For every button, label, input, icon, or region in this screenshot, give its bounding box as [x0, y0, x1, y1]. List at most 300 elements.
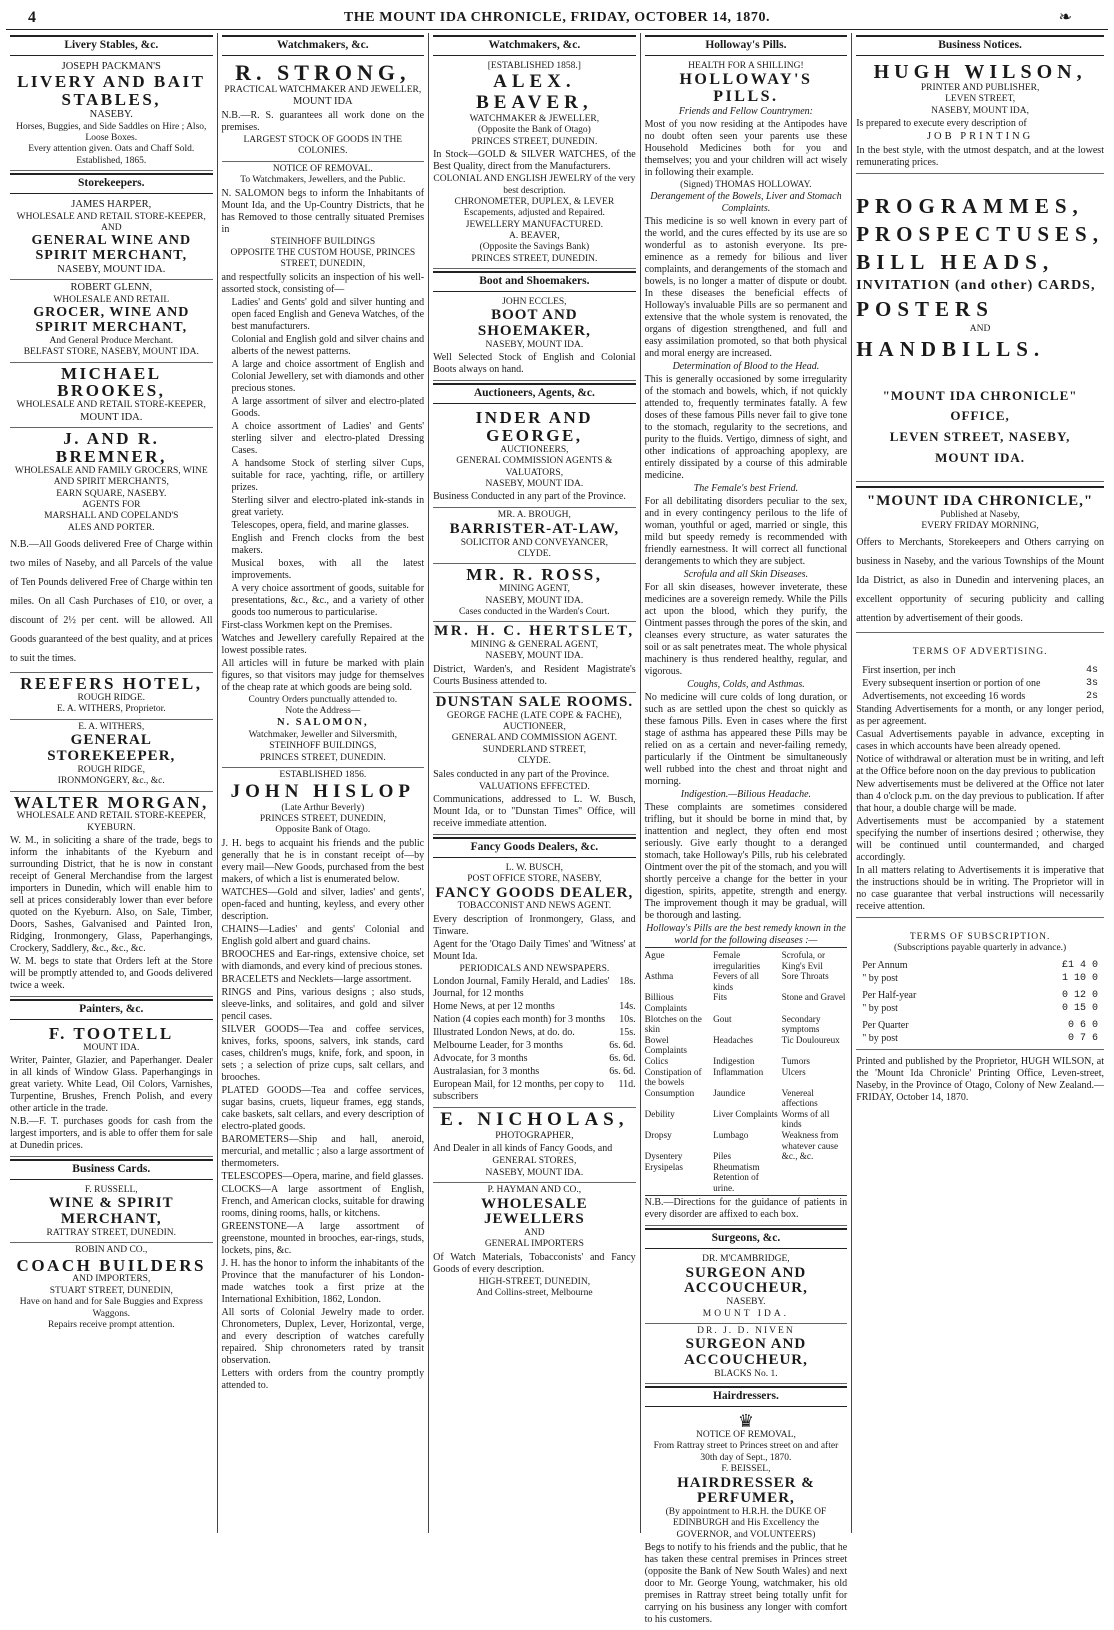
ad-name: JOHN ECCLES,	[502, 297, 567, 308]
disease-cell: Bowel Complaints	[644, 1034, 688, 1056]
ad-line: Established, 1865.	[76, 155, 147, 166]
list-item: BRACELETS and Necklets—large assortment.	[221, 973, 412, 985]
ad-line: NASEBY, MOUNT IDA.	[485, 595, 584, 606]
ad-line: NASEBY, MOUNT IDA.	[485, 651, 584, 662]
price-label: Advocate, for 3 months	[433, 1053, 528, 1065]
ornament-icon: ❧	[1058, 8, 1072, 26]
job-item: HANDBILLS.	[856, 337, 1046, 362]
ad-title: E. NICHOLAS,	[440, 1109, 629, 1131]
disease-cell: Rheumatism	[713, 1161, 760, 1172]
ad-place: MOUNT IDA	[293, 96, 353, 108]
ad-line: IRONMONGERY, &c., &c.	[57, 776, 165, 787]
price-row	[433, 1001, 636, 1013]
ad-body: For all skin diseases, however inveterate, these medicines are a sovereign remedy. While the Pills act upon the blood, which they purify, the Ointment passes through the pores of the skin, and cleanses every structure, as water saturates the soil or as salt penetrates meat. The whole physical machinery is thus rendered healthy, regular, and vigorous.	[644, 582, 848, 678]
ad-title: LIVERY AND BAIT STABLES,	[17, 72, 206, 110]
ad-line: Opposite Bank of Otago.	[275, 825, 371, 836]
ad-body: W. M. begs to state that Orders left at the Store will be promptly attended to, and Goods delivered twice a week.	[10, 956, 213, 992]
office-block	[856, 378, 1104, 482]
ad-wilson	[856, 59, 1104, 174]
job-item: POSTERS	[856, 297, 994, 322]
ad-body: All sorts of Colonial Jewelry made to order. Chronometers, Duplex, Lever, Horizontal, verge, and every description of watches carefully repaired. Ship chronometers rated by transit observation.	[221, 1306, 425, 1366]
price-value: 15s.	[619, 1027, 636, 1039]
price-label: Australasian, for 3 months	[433, 1066, 540, 1078]
ad-line: JOB PRINTING	[926, 130, 1034, 142]
rate-value: 3s	[1085, 677, 1098, 689]
list-item: Colonial and English gold and silver chains and alberts of the newest patterns.	[231, 333, 425, 357]
office-line: OFFICE,	[950, 408, 1010, 424]
ad-line: VALUATIONS EFFECTED.	[479, 781, 590, 792]
ad-body: Advertisements must be accompanied by a statement specifying the number of insertions desired ; otherwise, they will be continued until countermanded, and charged accordingly.	[856, 815, 1104, 863]
subhead: Coughs, Colds, and Asthmas.	[687, 679, 805, 691]
rate-label: Per Half-year	[862, 990, 917, 1002]
disease-cell: &c., &c.	[781, 1151, 814, 1162]
job-item: BILL HEADS,	[856, 250, 1055, 275]
rate-value: 1 10 0	[1061, 973, 1098, 985]
ad-line: COLONIAL AND ENGLISH JEWELRY of the very best description.	[433, 174, 636, 196]
disease-cell: Tumors	[781, 1055, 810, 1066]
ad-line: (Opposite the Bank of Otago)	[477, 125, 591, 136]
ad-body: In Stock—GOLD & SILVER WATCHES, of the Best Quality, direct from the Manufacturers.	[433, 149, 636, 173]
ad-name: JOSEPH PACKMAN'S	[61, 60, 161, 72]
ad-body: This medicine is so well known in every part of the world, and the cures effected by its use are so wonderful as to astonish everyone. Its pre-eminence as a remedy for bilious and liver complaints, and derangements of the stomach and bowels, is no longer a matter of dispute or doubt. In these diseases the beneficial effects of Holloway's invaluable Pills are so permanent and extensive that the whole system is renovated, the organs of digestion strengthened, and full and easy assimilation promoted, so that both physical and moral energy are increased.	[644, 216, 848, 360]
ad-body: This is generally occasioned by some irregularity of the stomach and bowels, which, if not quickly attended to, frequently terminates fatally. A few doses of these famous Pills never fail to give tone to the stomach, regularity to the secretions, and purity to the fluids. Vertigo, dimness of sight, and other indications of approaching apoplexy, are entirely dissipated by a course of this admirable medicine.	[644, 374, 848, 482]
ad-title: MICHAEL BROOKES,	[57, 363, 166, 401]
ad-inder	[433, 407, 636, 508]
ad-line: PRINCES STREET, DUNEDIN.	[471, 136, 598, 147]
disease-cell: Asthma	[644, 971, 674, 982]
list-item: Musical boxes, with all the latest improvements.	[231, 557, 425, 581]
ad-place: CLYDE.	[517, 548, 551, 559]
ad-body: In all matters relating to Advertisements it is imperative that the instructions should be in writing. The Proprietor will in no case guarantee that verbal instructions will necessarily receive attention.	[856, 864, 1104, 912]
ad-notice: NOTICE OF REMOVAL,	[695, 1430, 796, 1441]
subhead: Friends and Fellow Countrymen:	[678, 105, 813, 117]
list-item: A choice assortment of Ladies' and Gents' sterling silver and electro-plated Dressing Cases.	[231, 420, 425, 456]
ad-glenn	[10, 280, 213, 362]
ad-place: NASEBY, MOUNT IDA.	[485, 339, 584, 350]
ad-body: First-class Workmen kept on the Premises.	[221, 619, 393, 631]
ad-line: Horses, Buggies, and Side Saddles on Hire ; Also, Loose Boxes.	[16, 121, 207, 144]
section-heading: Boot and Shoemakers.	[433, 271, 636, 292]
ad-line: HEALTH FOR A SHILLING!	[688, 60, 804, 71]
ad-body: N. SALOMON begs to inform the Inhabitants of Mount Ida, and the Up-Country Districts, that he has Removed to those centrally situated Premises in	[221, 187, 425, 235]
ad-packman	[10, 59, 213, 171]
ad-line: PRINCES STREET, DUNEDIN.	[259, 752, 386, 763]
disease-cell: Ulcers	[781, 1066, 806, 1077]
ad-line: (By appointment to H.R.H. the DUKE OF EDINBURGH and His Excellency the GOVERNOR, and VOLUNTEERS)	[665, 1507, 827, 1540]
rate-label: " by post	[862, 1033, 898, 1045]
ad-line: GENERAL COMMISSION AGENTS & VALUATORS,	[456, 456, 613, 478]
column-2	[217, 33, 429, 1533]
price-value: 18s.	[619, 976, 636, 988]
masthead	[6, 8, 1108, 30]
ad-body: Writer, Painter, Glazier, and Paperhanger. Dealer in all kinds of Window Glass. Paperhangings in great variety. White Lead, Oil Colors, Varnishes, Turpentine, Brushes, French Polish, and every other article in the trade.	[10, 1055, 213, 1115]
ad-body: Sales conducted in any part of the Province.	[433, 768, 610, 780]
disease-cell: Stone and Gravel	[781, 992, 846, 1003]
imprint: Printed and published by the Proprietor, HUGH WILSON, at the 'Mount Ida Chronicle' Printing Office, Leven-street, Naseby, in the Province of Otago, Colony of New Zealand.—FRIDAY, October 14, 1870.	[856, 1056, 1104, 1104]
rate-label: First insertion, per inch	[862, 664, 956, 676]
ad-notice: NOTICE OF REMOVAL.	[272, 163, 373, 174]
section-heading: Fancy Goods Dealers, &c.	[433, 837, 636, 858]
ad-line: LEVEN STREET,	[945, 94, 1016, 105]
disease-cell: Ague	[644, 950, 665, 961]
disease-cell: Gout	[713, 1013, 732, 1024]
price-row	[433, 1053, 636, 1065]
ad-name: L. W. BUSCH,	[505, 862, 563, 873]
disease-cell: Weakness from whatever cause	[781, 1130, 839, 1151]
price-label: Home News, at per 12 months	[433, 1001, 555, 1013]
job-item: PROSPECTUSES,	[856, 221, 1104, 246]
ad-body: and respectfully solicits an inspection of his well-assorted stock, consisting of—	[221, 271, 425, 295]
ad-line: From Rattray street to Princes street on and after 30th day of Sept., 1870.	[653, 1441, 839, 1463]
price-row	[433, 1040, 636, 1052]
job-list	[856, 174, 1104, 378]
ad-body: In the best style, with the utmost despatch, and at the lowest remunerating prices.	[856, 144, 1104, 168]
disease-cell	[782, 1172, 848, 1193]
ad-line: Every attention given. Oats and Chaff Sold.	[28, 144, 195, 155]
ad-title: F. TOOTELL	[48, 1023, 174, 1043]
ad-title: ALEX. BEAVER,	[476, 71, 593, 114]
ad-title: COACH BUILDERS	[16, 1255, 206, 1275]
ad-title: WHOLESALE JEWELLERS	[481, 1195, 588, 1228]
ad-body: Every description of Ironmongery, Glass, and Tinware.	[433, 913, 636, 937]
disease-cell: Retention of urine.	[713, 1172, 759, 1193]
disease-cell: Fits	[713, 992, 727, 1003]
disease-cell: Fevers of all kinds	[713, 971, 760, 992]
ad-body: Standing Advertisements for a month, or any longer period, as per agreement.	[856, 703, 1104, 727]
ad-body: No medicine will cure colds of long duration, or such as are settled upon the chest so quickly as these famous Pills. Even in cases where the first stage of asthma has appeared these Pills may be relied on as a certain and never-failing remedy, particularly if the Ointment be simultaneously well rubbed into the chest and throat night and morning.	[644, 692, 848, 788]
office-line: MOUNT IDA.	[935, 449, 1026, 465]
chronicle-notice	[856, 492, 1104, 634]
ad-body: Casual Advertisements payable in advance, excepting in cases in which accounts have been already opened.	[856, 728, 1104, 752]
section-heading: Watchmakers, &c.	[433, 35, 636, 56]
ad-line: PERIODICALS AND NEWSPAPERS.	[459, 963, 610, 974]
section-heading: Holloway's Pills.	[645, 35, 848, 56]
page-title: THE MOUNT IDA CHRONICLE, FRIDAY, OCTOBER 14, 1870.	[343, 10, 771, 26]
ad-title: SURGEON AND ACCOUCHEUR,	[683, 1264, 808, 1297]
rate-row	[856, 665, 1104, 677]
ad-place: NASEBY.	[89, 109, 133, 121]
ad-line: ESTABLISHED 1856.	[279, 770, 367, 781]
ad-body: Is prepared to execute every description of	[856, 117, 1027, 129]
ad-title: "MOUNT IDA CHRONICLE,"	[866, 492, 1094, 509]
ad-body: Notice of withdrawal or alteration must be in writing, and left at the Office before noon on the day previous to publication	[856, 753, 1104, 777]
terms-heading: TERMS OF ADVERTISING.	[912, 647, 1048, 658]
ad-body: Agent for the 'Otago Daily Times' and 'Witness' at Mount Ida.	[433, 938, 636, 962]
ad-line: Country Orders punctually attended to.	[248, 694, 398, 705]
list-item: Sterling silver and electro-plated ink-stands in great variety.	[231, 494, 425, 518]
ad-name: JAMES HARPER,	[71, 199, 152, 211]
disease-cell: Venereal affections	[781, 1087, 818, 1109]
disease-cell: Piles	[713, 1151, 732, 1162]
disease-cell: Indigestion	[713, 1055, 755, 1066]
ad-russell	[10, 1183, 213, 1243]
price-row	[433, 1079, 636, 1103]
ad-line: SUNDERLAND STREET,	[482, 744, 586, 755]
ad-body: District, Warden's, and Resident Magistrate's Courts Business attended to.	[433, 663, 636, 687]
column-4	[640, 33, 852, 1626]
ad-name: F. BEISSEL,	[721, 1464, 771, 1475]
ad-place: KYEBURN.	[87, 822, 136, 833]
ad-title: FANCY GOODS DEALER,	[435, 884, 634, 901]
ad-body: And Dealer in all kinds of Fancy Goods, and	[433, 1143, 613, 1155]
ad-line: Repairs receive prompt attention.	[47, 1320, 175, 1331]
price-value: 6s. 6d.	[609, 1053, 636, 1065]
subhead: Indigestion.—Bilious Headache.	[680, 789, 812, 801]
ad-title: WINE & SPIRIT MERCHANT,	[48, 1195, 174, 1228]
ad-line: E. A. WITHERS, Proprietor.	[56, 704, 166, 715]
ad-body: N.B.—R. S. guarantees all work done on the premises.	[221, 109, 425, 133]
disease-cell: Consumption	[644, 1087, 695, 1098]
section-heading: Storekeepers.	[10, 173, 213, 194]
ad-robin	[10, 1243, 213, 1334]
ad-title: BOOT AND SHOEMAKER,	[477, 307, 591, 340]
ad-title: R. STRONG,	[235, 59, 411, 85]
ad-line: And Collins-street, Melbourne	[476, 1288, 593, 1299]
ad-line: GENERAL AND COMMISSION AGENT.	[451, 733, 617, 744]
royal-crest-icon: ♛	[737, 1411, 754, 1432]
ad-body: N.B.—All Goods delivered Free of Charge within two miles of Naseby, and all Parcels of the value of Ten Pounds delivered Free of Charge within ten miles. On all Cash Purchases of £10, or over, a discount of 2½ per cent. will be allowed. All Goods guaranteed of the best quality, and at prices to suit the times.	[10, 539, 213, 665]
ad-line: JEWELLERY MANUFACTURED.	[465, 219, 603, 230]
ad-hislop	[222, 768, 425, 1395]
disease-cell: Billious Complaints	[644, 992, 688, 1014]
ad-line: Published at Naseby,	[940, 509, 1020, 520]
columns	[6, 33, 1108, 1626]
ad-line: BLACKS No. 1.	[714, 1368, 778, 1379]
ad-busch	[433, 861, 636, 1108]
rate-label: " by post	[862, 973, 898, 985]
list-item: CHAINS—Ladies' and gents' Colonial and English gold albert and guard chains.	[221, 923, 425, 947]
ad-body: New advertisements must be delivered at the Office not later than 4 o'clock p.m. on the day previous to publication. If after that hour, a double charge will be made.	[856, 778, 1104, 814]
ad-body: Well Selected Stock of English and Colonial Boots always on hand.	[433, 352, 636, 376]
price-value: 6s. 6d.	[609, 1040, 636, 1052]
ad-morgan	[10, 792, 213, 998]
price-label: Melbourne Leader, for 3 months	[433, 1040, 563, 1052]
rate-row	[856, 973, 1104, 985]
price-label: European Mail, for 12 months, per copy to subscribers	[433, 1079, 604, 1103]
ad-name: MR. A. BROUGH,	[497, 510, 571, 521]
ad-line: STEINHOFF BUILDINGS,	[269, 741, 377, 752]
ad-hayman	[433, 1183, 636, 1302]
rate-row	[856, 678, 1104, 690]
ad-line: CHRONOMETER, DUPLEX, & LEVER Escapements, adjusted and Repaired.	[454, 196, 615, 219]
ad-body: N.B.—F. T. purchases goods for cash from the largest importers, and is able to offer them for sale at Dunedin prices.	[10, 1116, 213, 1152]
disease-cell: Debility	[644, 1108, 675, 1119]
ad-line: (Opposite the Savings Bank)	[479, 242, 590, 253]
ad-name: ROBERT GLENN,	[70, 282, 152, 294]
ad-name: N. SALOMON,	[276, 717, 369, 729]
ad-line: STUART STREET, DUNEDIN,	[49, 1285, 173, 1296]
column-3	[428, 33, 640, 1533]
ad-title: GROCER, WINE AND SPIRIT MERCHANT,	[33, 305, 190, 336]
rate-value: 0 12 0	[1061, 990, 1098, 1002]
rate-label: Advertisements, not exceeding 16 words	[862, 690, 1026, 702]
disease-cell: Secondary symptoms	[781, 1013, 821, 1035]
ad-signature: (Signed) THOMAS HOLLOWAY.	[680, 179, 812, 190]
ad-line: STEINHOFF BUILDINGS	[270, 236, 376, 247]
ad-body: W. M., in soliciting a share of the trade, begs to inform the inhabitants of the Kyeburn and surrounding District, that he is now in constant receipt of General Merchandise from the largest importers in Dunedin, which will enable him to sell at prices considerably lower than ever before quoted on the Kyeburn. Also, on Sale, Timber, Doors, Sashes, Galvanised and Painted Iron, Ridging, Ironmongery, Glass, Paperhangings, Crockery, Saddlery, &c., &c., &c.	[10, 835, 213, 955]
price-row	[433, 976, 636, 1000]
rate-row	[856, 990, 1104, 1002]
ad-line: BELFAST STORE, NASEBY, MOUNT IDA.	[23, 347, 199, 358]
rate-row	[856, 1033, 1104, 1045]
list-item: TELESCOPES—Opera, marine, and field glasses.	[221, 1170, 424, 1182]
disease-cell: Worms of all kinds	[781, 1108, 830, 1130]
divider	[856, 486, 1104, 488]
ad-nicholas	[433, 1108, 636, 1183]
price-value: 11d.	[618, 1079, 636, 1091]
disease-cell: Blotches on the skin	[644, 1013, 702, 1035]
ad-title: BARRISTER-AT-LAW,	[449, 520, 620, 537]
ad-harper	[10, 197, 213, 280]
list-item: GREENSTONE—A large assortment of greenstone, mounted in brooches, ear-rings, studs, lockets, pins, &c.	[221, 1220, 425, 1256]
disease-cell: Headaches	[713, 1034, 753, 1045]
ad-line: To Watchmakers, Jewellers, and the Public.	[240, 175, 406, 186]
disease-cell: Constipation of the bowels	[644, 1066, 702, 1088]
ad-line: AUCTIONEERS,	[500, 444, 569, 455]
ad-line: LARGEST STOCK OF GOODS IN THE COLONIES.	[243, 134, 403, 157]
ad-place: ROUGH RIDGE.	[77, 693, 146, 704]
ad-body: Offers to Merchants, Storekeepers and Others carrying on business in Naseby, and the various Townships of the Mount Ida District, as also in Dunedin and intervening places, an excellent opportunity of securing publicity and calling attention by advertisement of their goods.	[856, 537, 1104, 625]
ad-body: For all debilitating disorders peculiar to the sex, and in every contingency perilous to the life of woman, youthful or aged, married or single, this mild but speedy remedy is recommended with friendly earnestness. It will correct all functional derangements to which they are subject.	[644, 496, 848, 568]
ad-line: PRINCES STREET, DUNEDIN.	[471, 253, 598, 264]
ad-title: MR. R. ROSS,	[466, 565, 603, 585]
ad-line: TOBACCONIST AND NEWS AGENT.	[457, 901, 612, 912]
subhead: Determination of Blood to the Head.	[672, 361, 820, 373]
ad-brookes	[10, 363, 213, 429]
ad-line: Have on hand and for Sale Buggies and Express Waggons.	[19, 1297, 203, 1319]
ad-line: WHOLESALE AND RETAIL STORE-KEEPER,	[16, 811, 206, 822]
ad-line: WHOLESALE AND FAMILY GROCERS, WINE AND SPIRIT MERCHANTS,	[14, 465, 208, 488]
list-item: WATCHES—Gold and silver, ladies' and gents', open-faced and hunting, keyless, and every other description.	[221, 886, 425, 922]
ad-body: All articles will in future be marked with plain figures, so that visitors may judge for themselves of the cheap rate at which goods are being sold.	[221, 657, 425, 693]
ad-line: NASEBY, MOUNT IDA,	[931, 105, 1029, 116]
ad-line: MINING AGENT,	[498, 584, 570, 595]
ad-line: MOUNT IDA.	[702, 1308, 790, 1319]
office-line: LEVEN STREET, NASEBY,	[889, 429, 1071, 445]
disease-cell: Scrofula, or King's Evil	[781, 950, 826, 971]
list-item: English and French clocks from the best makers.	[231, 532, 425, 556]
ad-line: PRINTER AND PUBLISHER,	[920, 82, 1040, 93]
ad-place: MOUNT IDA.	[83, 1042, 140, 1053]
ad-name: ROBIN AND CO.,	[75, 1245, 148, 1256]
ad-line: GEORGE FACHE (LATE COPE & FACHE),	[446, 710, 622, 721]
subhead: The Female's best Friend.	[693, 483, 799, 495]
list-item: BROOCHES and Ear-rings, extensive choice, set with diamonds, and every kind of precious stones.	[221, 948, 425, 972]
ad-body: Communications, addressed to L. W. Busch, Mount Ida, or to "Dunstan Times" Office, will receive immediate attention.	[433, 793, 636, 829]
ad-body: J. H. begs to acquaint his friends and the public generally that he is in constant receipt of—by every mail—New Goods, purchased from the best makers, of which a list is enumerated below.	[221, 837, 425, 885]
price-label: Illustrated London News, at do. do.	[433, 1027, 575, 1039]
ad-title: JOHN HISLOP	[230, 780, 415, 802]
ad-line: AND IMPORTERS,	[72, 1274, 151, 1285]
ad-line: OPPOSITE THE CUSTOM HOUSE, PRINCES STREET, DUNEDIN,	[230, 247, 416, 270]
ad-title: GENERAL STOREKEEPER,	[47, 732, 176, 764]
ad-line: PRINCES STREET, DUNEDIN,	[259, 813, 386, 824]
rate-value: £1 4 0	[1061, 960, 1098, 972]
disease-cell: Sore Throats	[781, 971, 829, 982]
ad-line: SOLICITOR AND CONVEYANCER,	[460, 537, 609, 548]
disease-cell: Erysipelas	[644, 1161, 683, 1172]
disease-cell: Liver Complaints	[713, 1108, 778, 1119]
job-item: PROGRAMMES,	[856, 193, 1084, 218]
rate-value: 0 15 0	[1061, 1003, 1098, 1015]
section-heading: Auctioneers, Agents, &c.	[433, 383, 636, 404]
ad-body: Letters with orders from the country promptly attended to.	[221, 1367, 425, 1391]
ad-tootell	[10, 1023, 213, 1157]
list-item: RINGS and Pins, various designs ; also studs, sleeve-links, and solitaires, and gold and silver pencil cases.	[221, 986, 425, 1022]
ad-line: Cases conducted in the Warden's Court.	[459, 606, 610, 617]
ad-holloway	[645, 59, 848, 1227]
rate-label: Per Annum	[862, 960, 908, 972]
ad-bremner	[10, 428, 213, 673]
ad-line: WHOLESALE AND RETAIL STORE-KEEPER, AND	[16, 211, 206, 234]
ad-line: A. BEAVER,	[508, 231, 560, 242]
disease-cell	[645, 1172, 711, 1193]
list-item: Telescopes, opera, field, and marine glasses.	[231, 519, 409, 531]
ad-line: CLYDE.	[517, 756, 551, 767]
ad-withers	[10, 720, 213, 792]
rate-value: 4s	[1085, 664, 1098, 676]
section-heading: Business Cards.	[10, 1159, 213, 1180]
diseases-table	[645, 947, 848, 1196]
ad-line: [ESTABLISHED 1858.]	[487, 60, 581, 71]
ad-title: REEFERS HOTEL,	[20, 674, 203, 694]
page-number: 4	[28, 8, 36, 26]
price-label: London Journal, Family Herald, and Ladies' Journal, for 12 months	[433, 976, 610, 1000]
ad-body: Of Watch Materials, Tobacconists' and Fancy Goods of every description.	[433, 1251, 636, 1275]
ad-line: Watchmaker, Jeweller and Silversmith,	[248, 730, 398, 741]
ad-strong	[222, 59, 425, 162]
ad-place: NASEBY, MOUNT IDA.	[57, 263, 166, 275]
ad-line: PRACTICAL WATCHMAKER AND JEWELLER,	[224, 84, 422, 95]
disease-cell: Dysentery	[644, 1151, 683, 1162]
ad-hertslet	[433, 622, 636, 693]
rate-value: 0 7 6	[1067, 1033, 1098, 1045]
ad-eccles	[433, 295, 636, 381]
price-row	[433, 1066, 636, 1078]
ad-dunstan	[433, 693, 636, 835]
ad-name: F. RUSSELL,	[84, 1184, 138, 1195]
ad-brough	[433, 508, 636, 564]
ad-title: HUGH WILSON,	[873, 60, 1087, 83]
list-item: SILVER GOODS—Tea and coffee services, knives, forks, spoons, salvers, ink stands, card cases, children's mugs, knife, fork, and spoon, in sets ; a selection of prize cups, salt cellars, and brooches.	[221, 1023, 425, 1083]
job-item: INVITATION (and other) CARDS,	[856, 277, 1096, 293]
list-item: A large assortment of silver and electro-plated Goods.	[231, 395, 425, 419]
ad-title: GENERAL WINE AND SPIRIT MERCHANT,	[31, 233, 192, 264]
subscription-terms	[856, 918, 1104, 1051]
terms-note: (Subscriptions payable quarterly in advance.)	[893, 943, 1067, 954]
ad-line: EVERY FRIDAY MORNING,	[921, 520, 1039, 531]
ad-place: MOUNT IDA.	[80, 411, 143, 423]
section-heading: Livery Stables, &c.	[10, 35, 213, 56]
subhead: Holloway's Pills are the best remedy known in the world for the following diseases :—	[646, 923, 846, 947]
ad-line: ALES AND PORTER.	[67, 522, 155, 533]
ad-line: AUCTIONEER,	[502, 722, 566, 732]
list-item: A handsome Stock of sterling silver Cups, suitable for race, yachting, rifle, or artillery prizes.	[231, 457, 425, 493]
disease-cell	[782, 1162, 848, 1173]
ad-line: WHOLESALE AND RETAIL	[53, 294, 170, 305]
rate-value: 0 6 0	[1067, 1020, 1098, 1032]
ad-line: WATCHMAKER & JEWELLER,	[469, 113, 600, 124]
ad-body: Business Conducted in any part of the Province.	[433, 491, 626, 503]
ad-body: These complaints are sometimes considered trifling, but it should be borne in mind that, by inattention and neglect, they often end most seriously. Give early thought to a deranged stomach, take Holloway's Pills, rub his celebrated Ointment over the pit of the stomach, and you will shortly perceive a change for the better in your digestion, spirits, appetite, strength and energy. The improvement though it may be gradual, will be thorough and lasting.	[644, 802, 848, 922]
ad-ross	[433, 564, 636, 622]
ad-body: Watches and Jewellery carefully Repaired at the lowest possible rates.	[221, 632, 425, 656]
list-item: A large and choice assortment of English and Colonial Jewellery, set with diamonds and other precious stones.	[231, 358, 425, 394]
ad-line: NASEBY, MOUNT IDA.	[485, 479, 584, 489]
ad-title: J. AND R. BREMNER,	[55, 429, 167, 467]
list-item: PLATED GOODS—Tea and coffee services, sugar basins, cruets, liqueur frames, egg stands, cake baskets, salt cellars, and every description of electro-plated goods.	[221, 1084, 425, 1132]
ad-title: INDER AND GEORGE,	[475, 408, 594, 445]
